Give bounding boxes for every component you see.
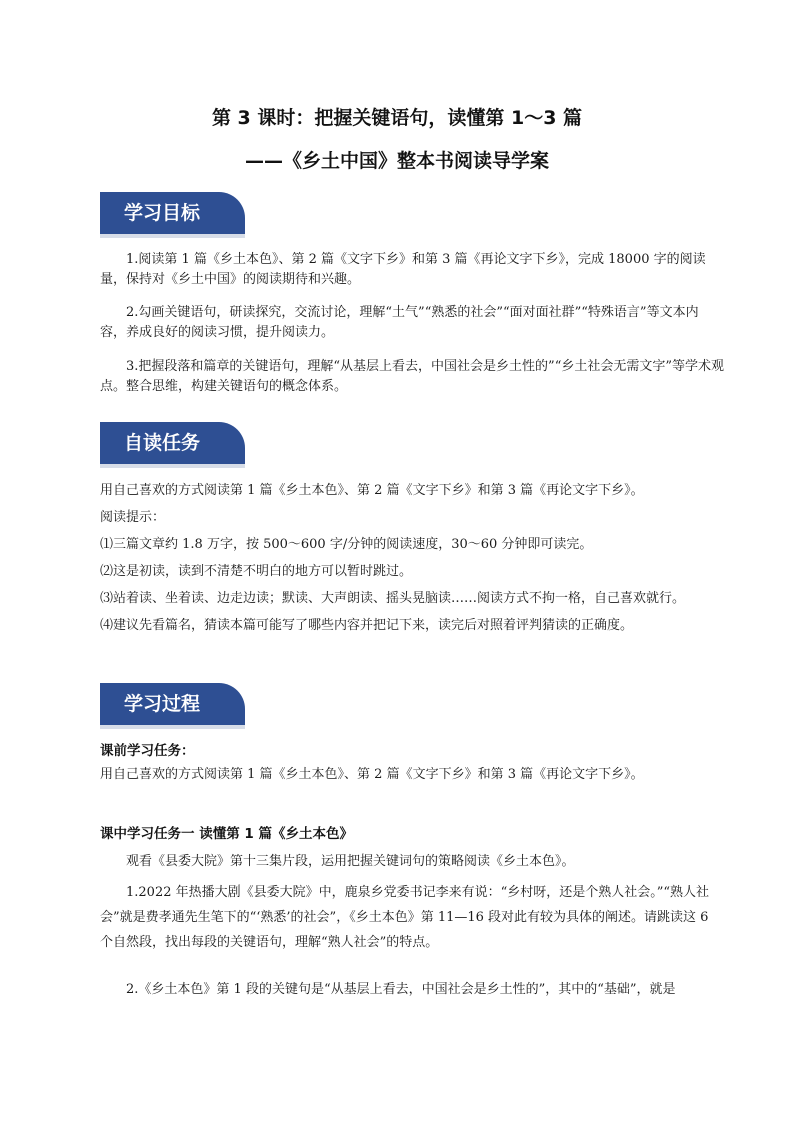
in-class-task1-label: 课中学习任务一 读懂第 1 篇《乡土本色》 [100,826,353,842]
goal-item-2: 2.勾画关键语句，研读探究，交流讨论，理解“土气”“熟悉的社会”“面对面社群”“特殊语言”等文本内容，养成良好的阅读习惯，提升阅读力。 [100,305,699,340]
section-banner-selfread: 自读任务 [100,422,245,464]
selfread-tip-3: ⑶站着读、坐着读、边走边读；默读、大声朗读、摇头晃脑读……阅读方式不拘一格，自己喜欢就行。 [100,591,686,606]
selfread-intro: 用自己喜欢的方式阅读第 1 篇《乡土本色》、第 2 篇《文字下乡》和第 3 篇《再论文字下乡》。 [100,483,644,498]
page-title: 第 3 课时：把握关键语句，读懂第 1～3 篇 [211,107,583,129]
selfread-tip-1: ⑴三篇文章约 1.8 万字，按 500～600 字/分钟的阅读速度，30～60 分钟即可读完。 [100,537,593,552]
in-class-task1-question-2: 2.《乡土本色》第 1 段的关键句是“从基层上看去，中国社会是乡土性的”，其中的“基础”，就是 [126,982,676,997]
selfread-tips-label: 阅读提示： [100,510,166,525]
goal-item-3: 3.把握段落和篇章的关键语句，理解“从基层上看去，中国社会是乡土性的”“乡土社会无需文字”等学术观点。整合思维，构建关键语句的概念体系。 [100,359,724,394]
selfread-tip-4: ⑷建议先看篇名，猜读本篇可能写了哪些内容并把记下来，读完后对照着评判猜读的正确度。 [100,618,634,633]
section-banner-goals: 学习目标 [100,192,245,234]
pre-class-task-label: 课前学习任务： [100,743,195,759]
goal-item-1: 1.阅读第 1 篇《乡土本色》、第 2 篇《文字下乡》和第 3 篇《再论文字下乡》，完成 18000 字的阅读量，保持对《乡土中国》的阅读期待和兴趣。 [100,252,706,287]
selfread-tip-2: ⑵这是初读，读到不清楚不明白的地方可以暂时跳过。 [100,564,413,579]
pre-class-task-text: 用自己喜欢的方式阅读第 1 篇《乡土本色》、第 2 篇《文字下乡》和第 3 篇《再论文字下乡》。 [100,767,644,782]
in-class-task1-intro: 观看《县委大院》第十三集片段，运用把握关键词句的策略阅读《乡土本色》。 [126,854,575,869]
in-class-task1-question-1: 1.2022 年热播大剧《县委大院》中，鹿泉乡党委书记李来有说：“乡村呀，还是个熟人社会。”“熟人社会”就是费孝通先生笔下的“‘熟悉’的社会”，《乡土本色》第 11—16 段对此有较为具体的阐述。请跳读这 6 个自然段，找出每段的关键语句，理解“熟人社会”的特点。 [100,885,710,950]
section-banner-process: 学习过程 [100,683,245,725]
page-subtitle: ——《乡土中国》整本书阅读导学案 [244,150,549,172]
